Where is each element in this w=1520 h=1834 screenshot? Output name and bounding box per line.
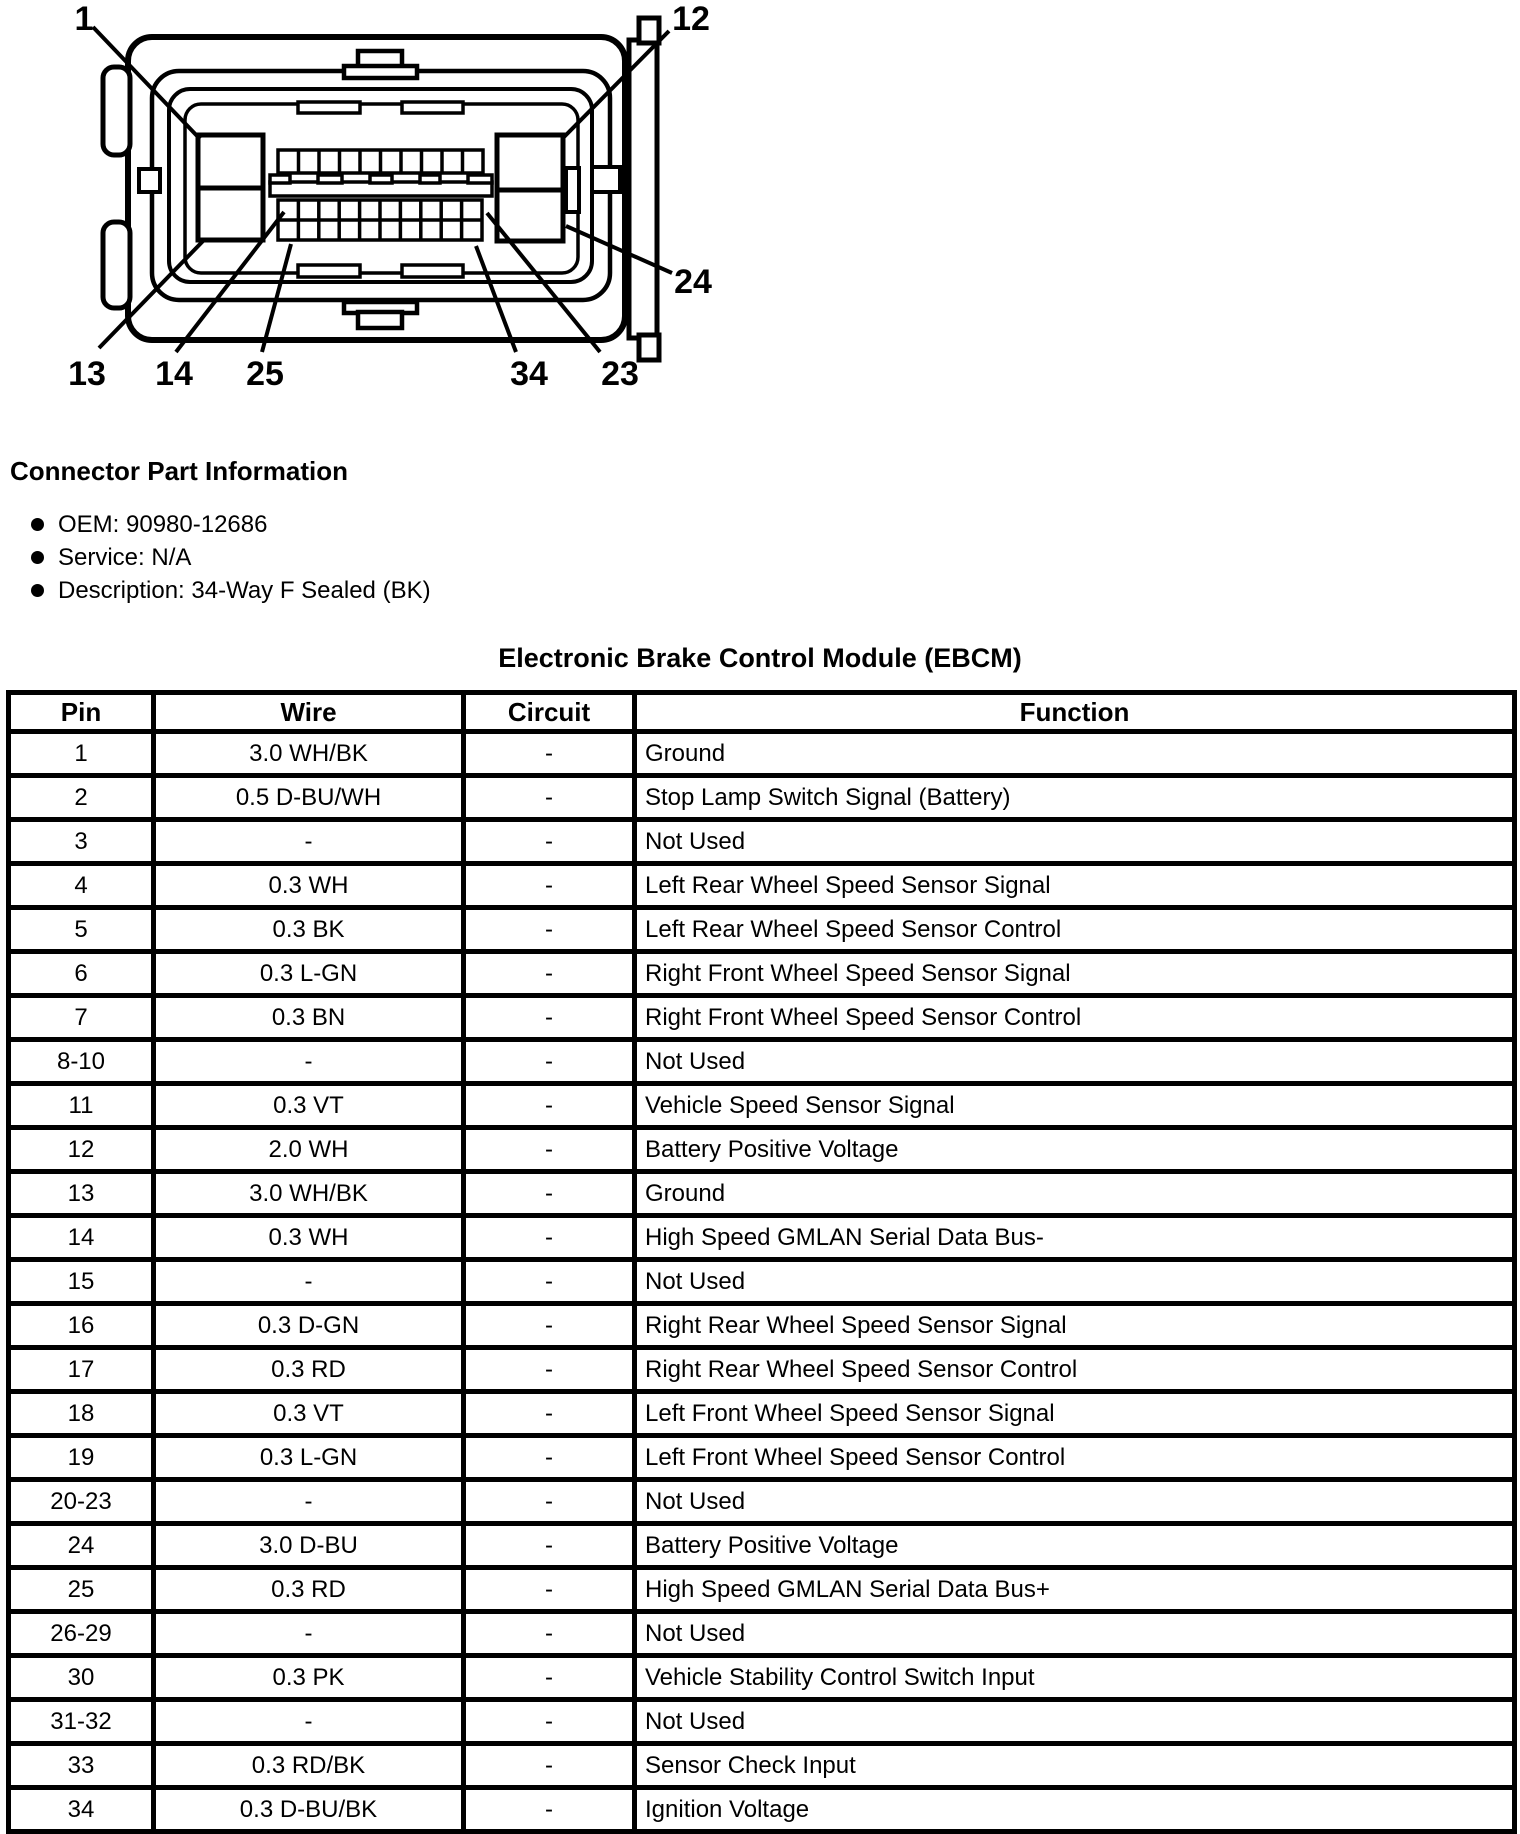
table-row [9, 1788, 1515, 1832]
wire-cell: 0.3 D-BU/BK [154, 1788, 464, 1832]
function-cell: High Speed GMLAN Serial Data Bus- [635, 1216, 1515, 1260]
wire-cell: 0.3 VT [154, 1392, 464, 1436]
pin-cell: 2 [9, 776, 154, 820]
function-cell: Sensor Check Input [635, 1744, 1515, 1788]
function-cell: Left Front Wheel Speed Sensor Control [635, 1436, 1515, 1480]
function-cell: Not Used [635, 820, 1515, 864]
circuit-cell: - [464, 732, 635, 776]
function-cell: Right Rear Wheel Speed Sensor Signal [635, 1304, 1515, 1348]
table-row [9, 1744, 1515, 1788]
pin-cell: 31-32 [9, 1700, 154, 1744]
terminal-row-top [278, 150, 483, 173]
pinout-table [6, 690, 1517, 1834]
table-row [9, 1392, 1515, 1436]
circuit-cell: - [464, 996, 635, 1040]
bullet-icon [31, 551, 44, 564]
callout-pin-24: 24 [674, 263, 712, 301]
circuit-cell: - [464, 1436, 635, 1480]
function-cell: Not Used [635, 1700, 1515, 1744]
table-row [9, 1700, 1515, 1744]
circuit-cell: - [464, 864, 635, 908]
table-row [9, 1524, 1515, 1568]
part-info-heading: Connector Part Information [10, 456, 349, 486]
part-info-item-service [0, 541, 431, 574]
function-cell: Not Used [635, 1040, 1515, 1084]
function-cell: Left Rear Wheel Speed Sensor Signal [635, 864, 1515, 908]
table-row [9, 1480, 1515, 1524]
wire-cell: - [154, 1260, 464, 1304]
part-info-item-oem [0, 508, 431, 541]
circuit-cell: - [464, 1392, 635, 1436]
table-row [9, 820, 1515, 864]
circuit-cell: - [464, 1084, 635, 1128]
wire-cell: 0.3 RD [154, 1348, 464, 1392]
pin-cell: 11 [9, 1084, 154, 1128]
callout-pin-1: 1 [74, 0, 94, 38]
circuit-cell: - [464, 1788, 635, 1832]
table-row [9, 1260, 1515, 1304]
wire-cell: 0.3 PK [154, 1656, 464, 1700]
table-row [9, 1128, 1515, 1172]
pin-cell: 34 [9, 1788, 154, 1832]
function-cell: Vehicle Speed Sensor Signal [635, 1084, 1515, 1128]
table-row [9, 776, 1515, 820]
pin-cell: 8-10 [9, 1040, 154, 1084]
pin-cell: 4 [9, 864, 154, 908]
wire-cell: 0.3 VT [154, 1084, 464, 1128]
wire-cell: 0.3 L-GN [154, 952, 464, 996]
wire-cell: 0.3 RD/BK [154, 1744, 464, 1788]
pin-cell: 12 [9, 1128, 154, 1172]
pin-cell: 15 [9, 1260, 154, 1304]
pin-cell: 6 [9, 952, 154, 996]
function-cell: Ignition Voltage [635, 1788, 1515, 1832]
function-cell: High Speed GMLAN Serial Data Bus+ [635, 1568, 1515, 1612]
part-info-item-text: Service: N/A [58, 544, 192, 571]
circuit-cell: - [464, 776, 635, 820]
circuit-cell: - [464, 1348, 635, 1392]
circuit-cell: - [464, 820, 635, 864]
pin-cell: 16 [9, 1304, 154, 1348]
table-header-row [9, 693, 1515, 732]
function-cell: Ground [635, 732, 1515, 776]
column-header-pin: Pin [9, 693, 154, 732]
circuit-cell: - [464, 1656, 635, 1700]
part-info-item-text: OEM: 90980-12686 [58, 511, 268, 538]
table-row [9, 908, 1515, 952]
wire-cell: 0.3 BN [154, 996, 464, 1040]
circuit-cell: - [464, 1172, 635, 1216]
wire-cell: 3.0 D-BU [154, 1524, 464, 1568]
terminal-grid-bottom [278, 200, 482, 240]
circuit-cell: - [464, 1304, 635, 1348]
function-cell: Right Rear Wheel Speed Sensor Control [635, 1348, 1515, 1392]
circuit-cell: - [464, 1128, 635, 1172]
table-row [9, 1304, 1515, 1348]
circuit-cell: - [464, 1260, 635, 1304]
circuit-cell: - [464, 1480, 635, 1524]
column-header-wire: Wire [154, 693, 464, 732]
wire-cell: 2.0 WH [154, 1128, 464, 1172]
callout-pin-34: 34 [510, 355, 548, 393]
wire-cell: 0.3 WH [154, 864, 464, 908]
function-cell: Not Used [635, 1260, 1515, 1304]
table-body [9, 732, 1515, 1832]
bullet-icon [31, 518, 44, 531]
column-header-function: Function [635, 693, 1515, 732]
callout-pin-13: 13 [68, 355, 106, 393]
table-row [9, 732, 1515, 776]
pin-cell: 33 [9, 1744, 154, 1788]
wire-cell: - [154, 1040, 464, 1084]
function-cell: Right Front Wheel Speed Sensor Signal [635, 952, 1515, 996]
function-cell: Left Front Wheel Speed Sensor Signal [635, 1392, 1515, 1436]
table-row [9, 1348, 1515, 1392]
callout-pin-12: 12 [672, 0, 710, 38]
pin-cell: 14 [9, 1216, 154, 1260]
function-cell: Vehicle Stability Control Switch Input [635, 1656, 1515, 1700]
table-title: Electronic Brake Control Module (EBCM) [498, 643, 1022, 673]
table-row [9, 1656, 1515, 1700]
wire-cell: 0.3 D-GN [154, 1304, 464, 1348]
connector-diagram [0, 0, 760, 400]
circuit-cell: - [464, 1744, 635, 1788]
circuit-cell: - [464, 1216, 635, 1260]
table-row [9, 1084, 1515, 1128]
callout-pin-14: 14 [155, 355, 193, 393]
part-info-item-description [0, 574, 431, 607]
wire-cell: 0.3 L-GN [154, 1436, 464, 1480]
pin-cell: 7 [9, 996, 154, 1040]
wire-cell: 3.0 WH/BK [154, 1172, 464, 1216]
table-row [9, 1172, 1515, 1216]
table-row [9, 1040, 1515, 1084]
pin-cell: 25 [9, 1568, 154, 1612]
function-cell: Battery Positive Voltage [635, 1128, 1515, 1172]
pin-cell: 19 [9, 1436, 154, 1480]
function-cell: Not Used [635, 1480, 1515, 1524]
circuit-cell: - [464, 1568, 635, 1612]
pin-cell: 3 [9, 820, 154, 864]
pin-cell: 18 [9, 1392, 154, 1436]
circuit-cell: - [464, 1700, 635, 1744]
part-info-item-text: Description: 34-Way F Sealed (BK) [58, 577, 431, 604]
wire-cell: - [154, 1700, 464, 1744]
table-row [9, 1612, 1515, 1656]
callout-pin-25: 25 [246, 355, 284, 393]
function-cell: Not Used [635, 1612, 1515, 1656]
bullet-icon [31, 584, 44, 597]
table-row [9, 1568, 1515, 1612]
column-header-circuit: Circuit [464, 693, 635, 732]
pin-cell: 5 [9, 908, 154, 952]
part-info-list [0, 508, 431, 607]
table-row [9, 1216, 1515, 1260]
center-rail [270, 175, 492, 196]
wire-cell: - [154, 820, 464, 864]
pin-cell: 17 [9, 1348, 154, 1392]
wire-cell: 0.3 WH [154, 1216, 464, 1260]
circuit-cell: - [464, 1040, 635, 1084]
wire-cell: 0.3 BK [154, 908, 464, 952]
table-header-row [9, 693, 1515, 732]
pin-cell: 20-23 [9, 1480, 154, 1524]
wire-cell: - [154, 1480, 464, 1524]
callout-pin-23: 23 [601, 355, 639, 393]
pin-cell: 30 [9, 1656, 154, 1700]
wire-cell: 0.3 RD [154, 1568, 464, 1612]
table-row [9, 996, 1515, 1040]
function-cell: Right Front Wheel Speed Sensor Control [635, 996, 1515, 1040]
pin-cell: 13 [9, 1172, 154, 1216]
pin-cell: 1 [9, 732, 154, 776]
circuit-cell: - [464, 1524, 635, 1568]
pin-cell: 26-29 [9, 1612, 154, 1656]
wire-cell: 3.0 WH/BK [154, 732, 464, 776]
circuit-cell: - [464, 1612, 635, 1656]
circuit-cell: - [464, 952, 635, 996]
wire-cell: 0.5 D-BU/WH [154, 776, 464, 820]
function-cell: Stop Lamp Switch Signal (Battery) [635, 776, 1515, 820]
table-row [9, 952, 1515, 996]
circuit-cell: - [464, 908, 635, 952]
function-cell: Ground [635, 1172, 1515, 1216]
function-cell: Left Rear Wheel Speed Sensor Control [635, 908, 1515, 952]
table-row [9, 864, 1515, 908]
function-cell: Battery Positive Voltage [635, 1524, 1515, 1568]
wire-cell: - [154, 1612, 464, 1656]
pin-cell: 24 [9, 1524, 154, 1568]
table-row [9, 1436, 1515, 1480]
